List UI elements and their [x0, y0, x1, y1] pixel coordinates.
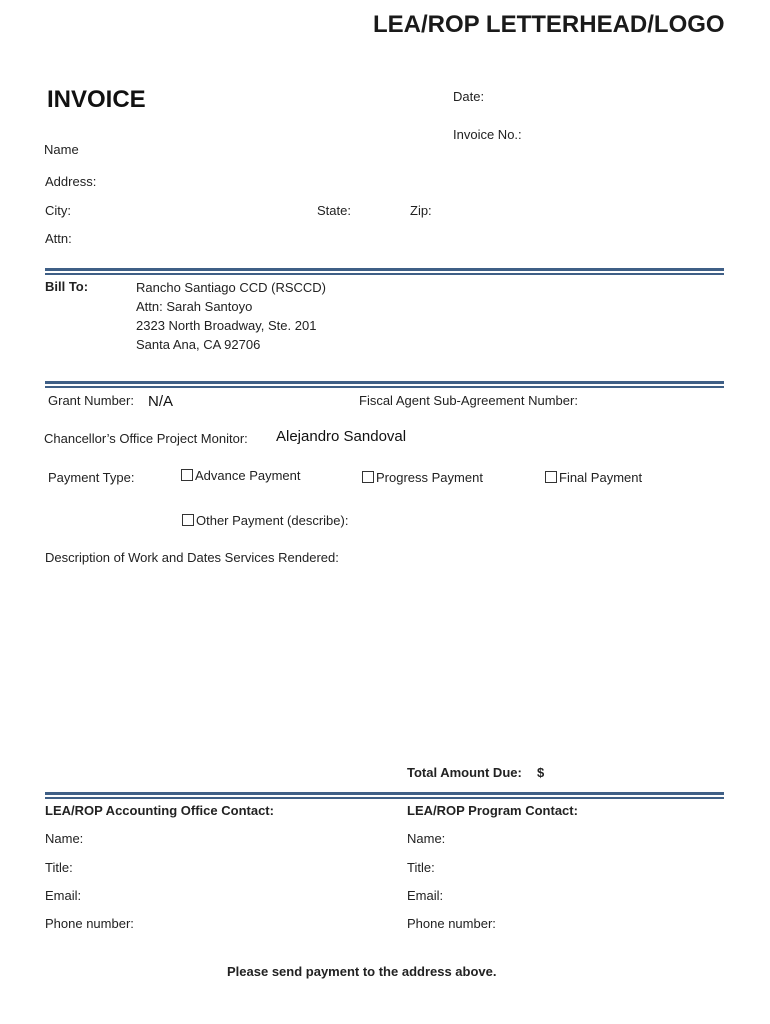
progress-payment-option[interactable]: [362, 470, 483, 485]
description-label: Description of Work and Dates Services Rendered:: [45, 550, 339, 565]
section-divider: [45, 792, 724, 799]
checkbox-icon[interactable]: [545, 471, 557, 483]
option-label: Other Payment (describe):: [196, 513, 349, 528]
grant-number-value[interactable]: N/A: [148, 393, 174, 410]
address-label: Address:: [45, 174, 97, 189]
accounting-phone-label: Phone number:: [45, 916, 134, 931]
program-name-label: Name:: [407, 831, 446, 846]
other-payment-option[interactable]: [182, 513, 348, 528]
checkbox-icon[interactable]: [182, 514, 194, 526]
bill-to-line: Attn: Sarah Santoyo: [136, 299, 253, 314]
bill-to-line: Rancho Santiago CCD (RSCCD): [136, 280, 327, 295]
date-label: Date:: [453, 89, 485, 104]
advance-payment-option[interactable]: [181, 468, 301, 483]
bill-to-label: Bill To:: [45, 279, 89, 294]
payment-type-label: Payment Type:: [48, 470, 135, 485]
footer-note: Please send payment to the address above.: [227, 964, 497, 979]
letterhead-title: LEA/ROP LETTERHEAD/LOGO: [373, 11, 725, 38]
state-label: State:: [317, 203, 351, 218]
program-email-label: Email:: [407, 888, 444, 903]
program-phone-label: Phone number:: [407, 916, 496, 931]
name-label: Name: [44, 142, 79, 157]
section-divider: [45, 381, 724, 388]
final-payment-option[interactable]: [545, 470, 642, 485]
accounting-contact-heading: LEA/ROP Accounting Office Contact:: [45, 803, 274, 818]
zip-label: Zip:: [410, 203, 432, 218]
attn-label: Attn:: [45, 231, 72, 246]
invoice-number-label: Invoice No.:: [453, 127, 522, 142]
project-monitor-label: Chancellor’s Office Project Monitor:: [44, 431, 248, 446]
bill-to-address: [136, 278, 326, 354]
checkbox-icon[interactable]: [181, 469, 193, 481]
project-monitor-value[interactable]: Alejandro Sandoval: [276, 428, 407, 445]
accounting-name-label: Name:: [45, 831, 84, 846]
accounting-title-label: Title:: [45, 860, 73, 875]
city-label: City:: [45, 203, 71, 218]
option-label: Final Payment: [559, 470, 643, 485]
option-label: Progress Payment: [376, 470, 483, 485]
invoice-title: INVOICE: [47, 86, 146, 113]
grant-number-label: Grant Number:: [48, 393, 134, 408]
total-amount-label: Total Amount Due:: [407, 765, 522, 780]
bill-to-line: 2323 North Broadway, Ste. 201: [136, 318, 317, 333]
program-title-label: Title:: [407, 860, 435, 875]
program-contact-heading: LEA/ROP Program Contact:: [407, 803, 578, 818]
bill-to-line: Santa Ana, CA 92706: [136, 337, 261, 352]
accounting-email-label: Email:: [45, 888, 82, 903]
currency-symbol: $: [537, 765, 545, 780]
section-divider: [45, 268, 724, 275]
option-label: Advance Payment: [195, 468, 301, 483]
checkbox-icon[interactable]: [362, 471, 374, 483]
fiscal-agent-label: Fiscal Agent Sub-Agreement Number:: [359, 393, 578, 408]
